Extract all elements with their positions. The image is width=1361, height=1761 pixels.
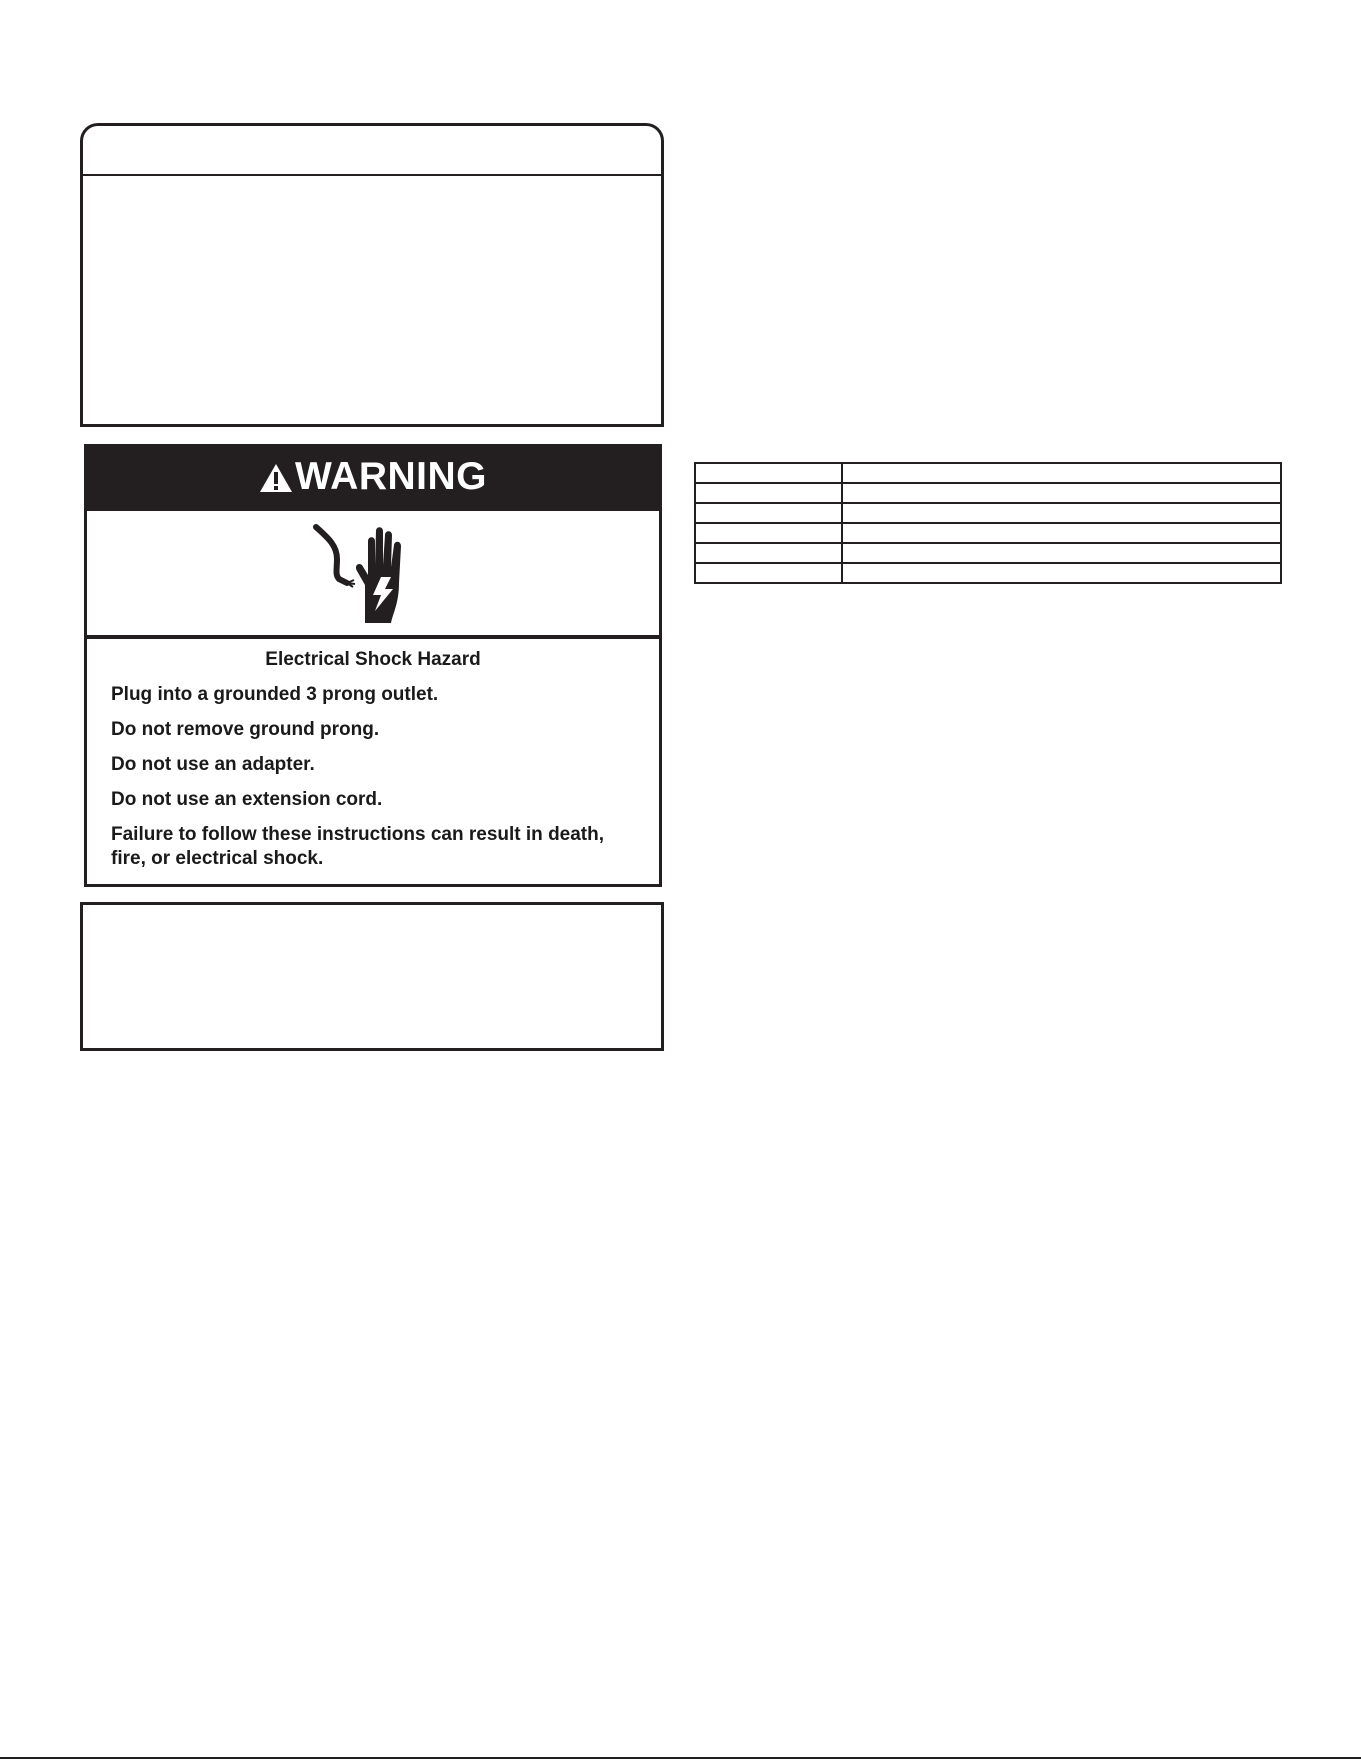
- table-cell: [695, 543, 842, 563]
- warning-box: [84, 444, 662, 887]
- hazard-line: Failure to follow these instructions can result in death, fire, or electrical shock.: [111, 824, 605, 869]
- electric-shock-hand-icon: [313, 519, 435, 627]
- table-cell: [695, 503, 842, 523]
- table-row: [695, 523, 1281, 543]
- hazard-line: Do not remove ground prong.: [111, 719, 380, 740]
- table-row: [695, 563, 1281, 583]
- table-cell: [842, 523, 1281, 543]
- notice-box: [80, 902, 664, 1051]
- warning-label: WARNING: [295, 455, 487, 498]
- warning-header-divider: [87, 507, 659, 511]
- table-cell: [842, 563, 1281, 583]
- hazard-line: Do not use an adapter.: [111, 754, 315, 775]
- table-cell: [842, 503, 1281, 523]
- spec-table: [694, 462, 1282, 584]
- table-cell: [695, 563, 842, 583]
- table-cell: [695, 483, 842, 503]
- table-row: [695, 463, 1281, 483]
- hazard-line: Plug into a grounded 3 prong outlet.: [111, 684, 439, 705]
- table-cell: [842, 463, 1281, 483]
- warning-header: [87, 447, 659, 507]
- info-box: [80, 123, 664, 427]
- table-row: [695, 483, 1281, 503]
- hazard-line: Do not use an extension cord.: [111, 789, 383, 810]
- table-row: [695, 503, 1281, 523]
- table-cell: [842, 483, 1281, 503]
- hazard-instructions: [111, 683, 639, 882]
- table-cell: [842, 543, 1281, 563]
- table-cell: [695, 463, 842, 483]
- footer-rule: [0, 1757, 1361, 1759]
- warning-icon-divider: [87, 635, 659, 639]
- info-box-header-divider: [83, 174, 661, 176]
- alert-triangle-icon: [259, 463, 293, 493]
- hazard-title: Electrical Shock Hazard: [265, 649, 481, 670]
- table-cell: [695, 523, 842, 543]
- table-row: [695, 543, 1281, 563]
